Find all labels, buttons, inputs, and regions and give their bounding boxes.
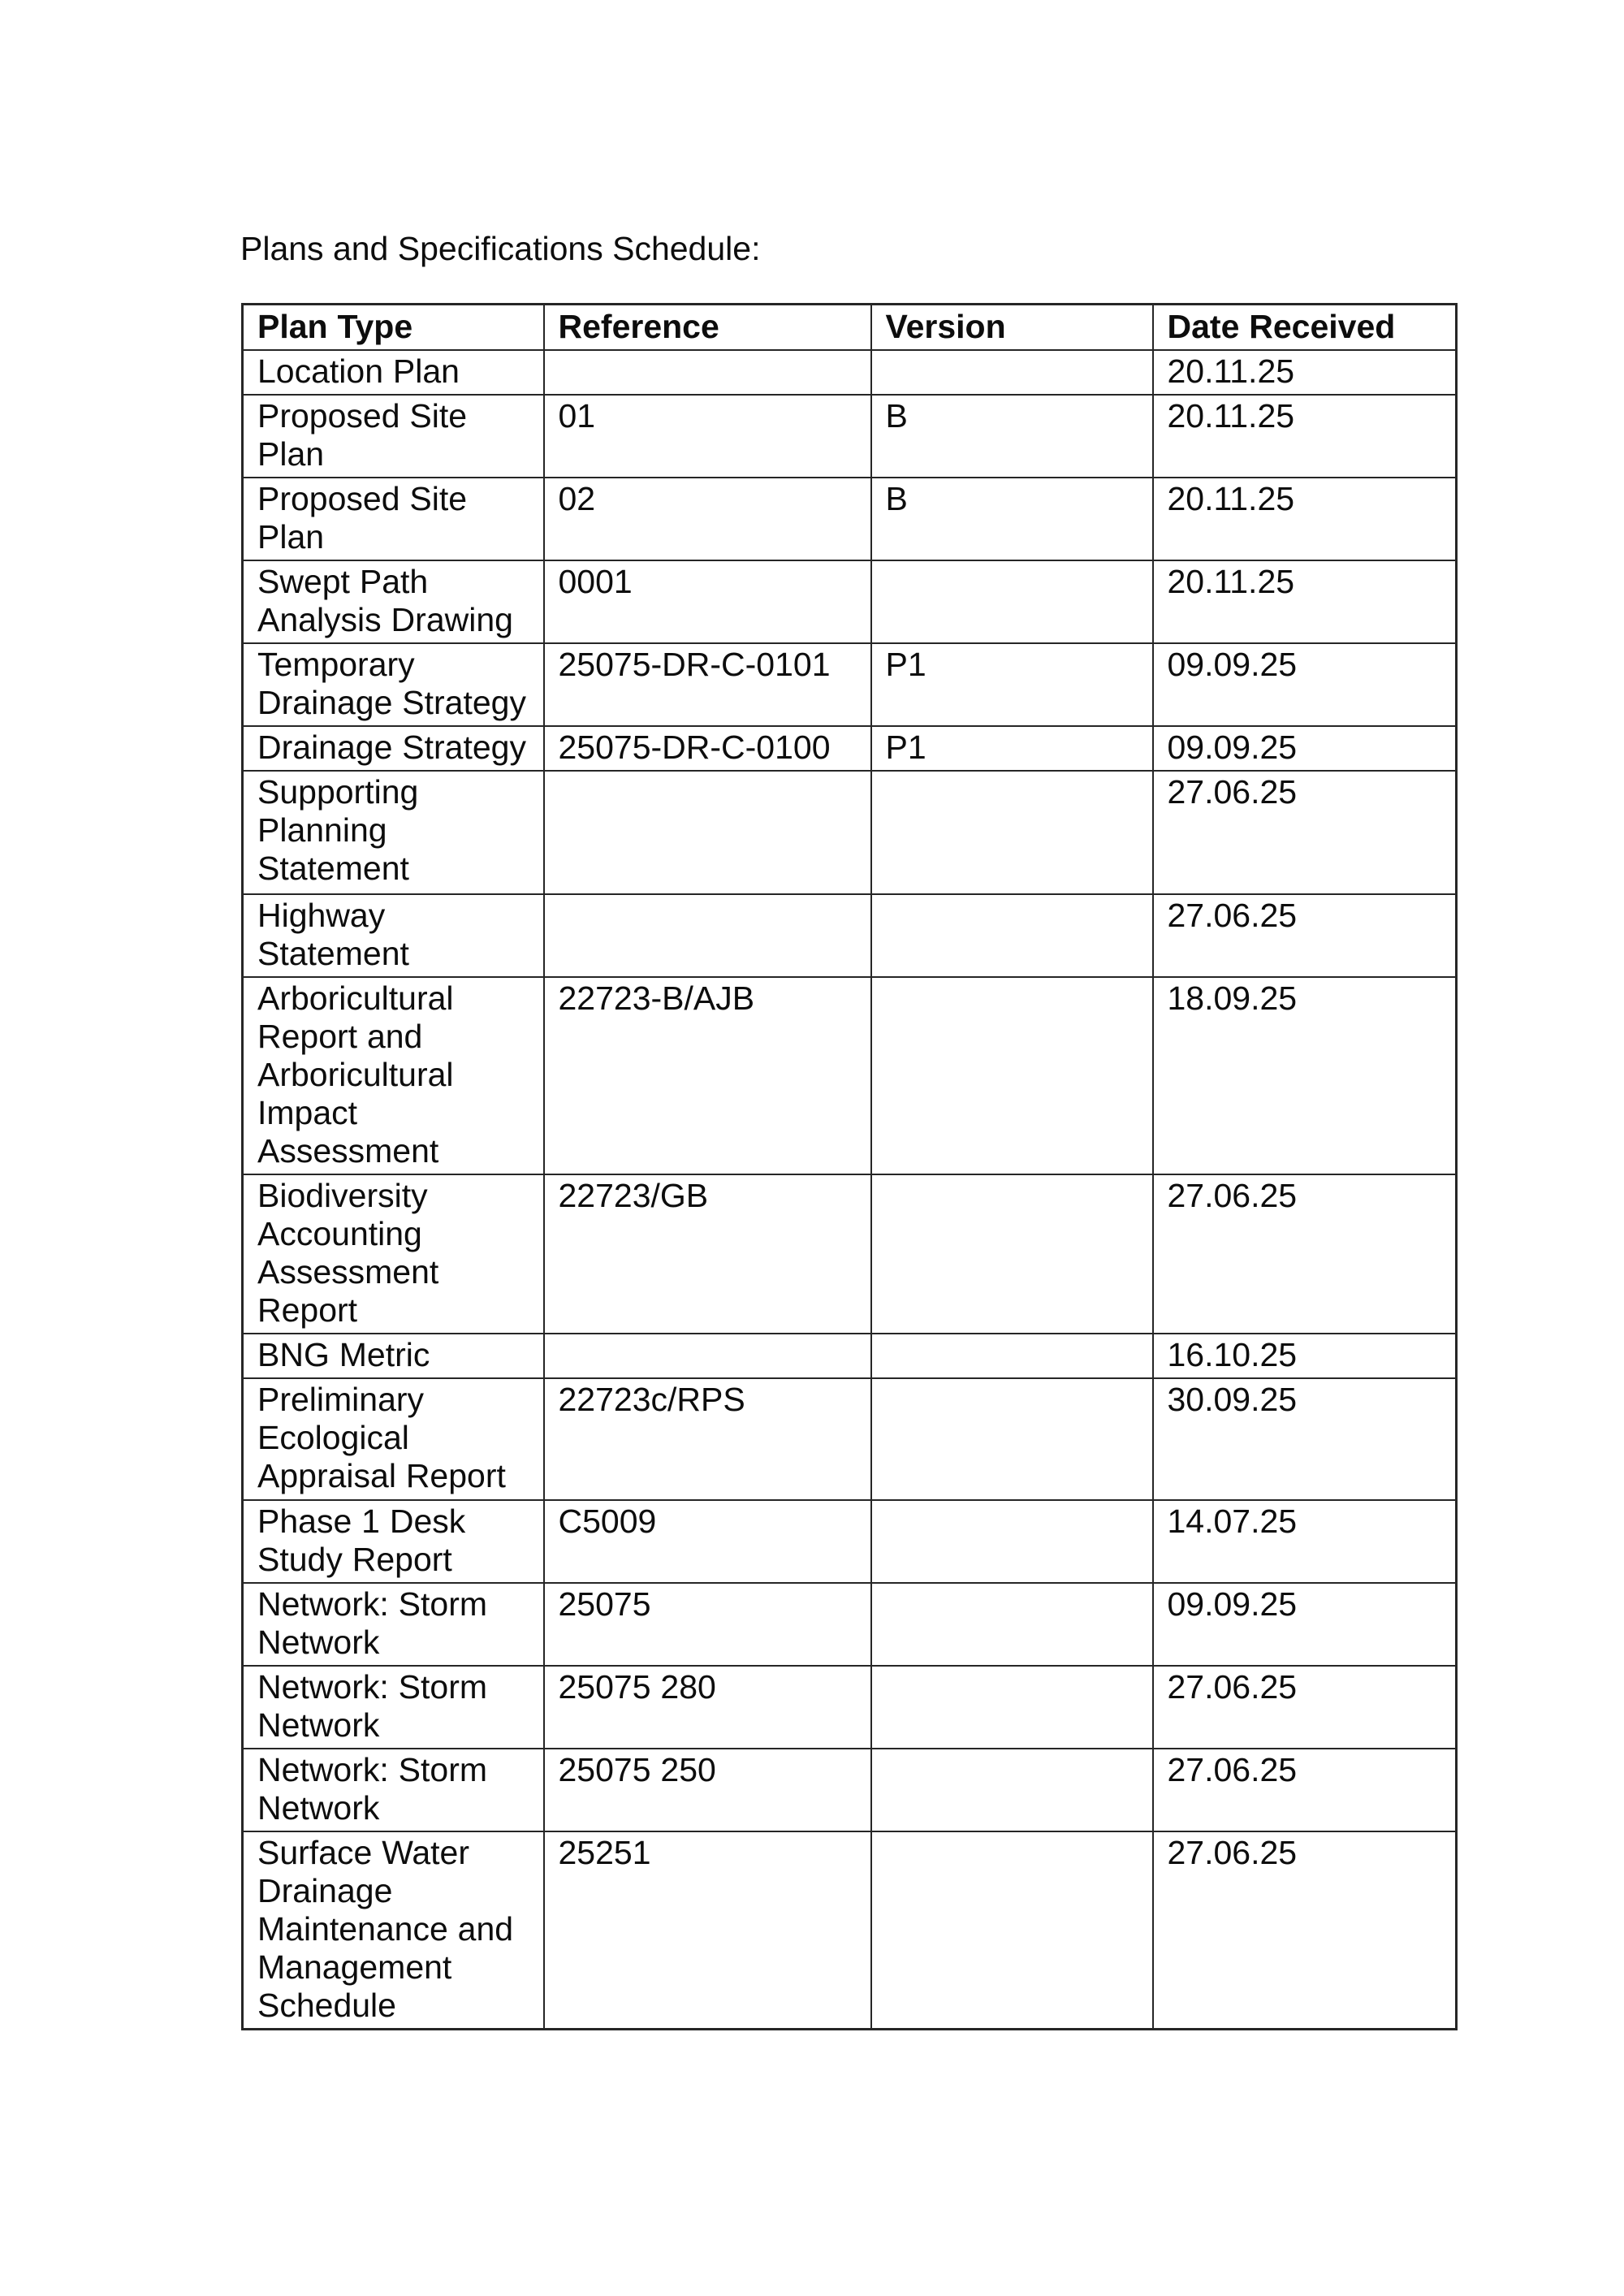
cell-reference: 25251 [544,1831,871,2030]
cell-version: B [871,478,1153,560]
cell-plan-type: Proposed Site Plan [243,395,544,478]
cell-version [871,1749,1153,1831]
cell-reference: 22723/GB [544,1174,871,1334]
cell-date-received: 20.11.25 [1153,478,1457,560]
cell-version [871,1378,1153,1500]
cell-date-received: 20.11.25 [1153,350,1457,395]
cell-reference [544,350,871,395]
cell-version [871,771,1153,894]
cell-version: P1 [871,643,1153,726]
cell-plan-type: Swept Path Analysis Drawing [243,560,544,643]
cell-reference: 25075-DR-C-0101 [544,643,871,726]
cell-reference: 01 [544,395,871,478]
cell-version [871,894,1153,977]
cell-date-received: 20.11.25 [1153,395,1457,478]
cell-reference: 25075 [544,1583,871,1666]
cell-version: P1 [871,726,1153,771]
page-title: Plans and Specifications Schedule: [240,230,761,267]
table-row [243,478,1457,560]
cell-date-received: 30.09.25 [1153,1378,1457,1500]
cell-plan-type: Drainage Strategy [243,726,544,771]
cell-plan-type: Location Plan [243,350,544,395]
cell-plan-type: Temporary Drainage Strategy [243,643,544,726]
cell-reference [544,894,871,977]
column-header-reference: Reference [544,305,871,351]
cell-reference: 22723-B/AJB [544,977,871,1174]
cell-plan-type: BNG Metric [243,1334,544,1378]
cell-reference: C5009 [544,1500,871,1583]
cell-plan-type: Phase 1 Desk Study Report [243,1500,544,1583]
cell-date-received: 20.11.25 [1153,560,1457,643]
cell-date-received: 27.06.25 [1153,1174,1457,1334]
cell-plan-type: Highway Statement [243,894,544,977]
table-row [243,395,1457,478]
column-header-version: Version [871,305,1153,351]
cell-plan-type: Biodiversity Accounting Assessment Report [243,1174,544,1334]
cell-date-received: 16.10.25 [1153,1334,1457,1378]
table-row [243,894,1457,977]
cell-plan-type: Preliminary Ecological Appraisal Report [243,1378,544,1500]
cell-reference: 0001 [544,560,871,643]
cell-date-received: 09.09.25 [1153,1583,1457,1666]
cell-reference [544,771,871,894]
table-row [243,350,1457,395]
table-row [243,771,1457,894]
cell-plan-type: Proposed Site Plan [243,478,544,560]
table-row [243,1378,1457,1500]
cell-plan-type: Arboricultural Report and Arboricultural Impact Assessment [243,977,544,1174]
cell-plan-type: Network: Storm Network [243,1666,544,1749]
cell-date-received: 09.09.25 [1153,643,1457,726]
cell-version [871,1500,1153,1583]
table-row [243,977,1457,1174]
table-row [243,1334,1457,1378]
column-header-plan-type: Plan Type [243,305,544,351]
cell-date-received: 27.06.25 [1153,1831,1457,2030]
table-row [243,726,1457,771]
cell-date-received: 14.07.25 [1153,1500,1457,1583]
column-header-date-received: Date Received [1153,305,1457,351]
table-row [243,1174,1457,1334]
cell-reference [544,1334,871,1378]
cell-version [871,1334,1153,1378]
cell-version [871,1666,1153,1749]
table-row [243,1831,1457,2030]
cell-version: B [871,395,1153,478]
table-row [243,1666,1457,1749]
cell-plan-type: Surface Water Drainage Maintenance and Management Schedule [243,1831,544,2030]
plans-schedule-table [241,303,1458,2030]
cell-date-received: 27.06.25 [1153,894,1457,977]
cell-reference: 25075-DR-C-0100 [544,726,871,771]
cell-date-received: 27.06.25 [1153,1666,1457,1749]
cell-version [871,1831,1153,2030]
cell-reference: 25075 280 [544,1666,871,1749]
cell-reference: 22723c/RPS [544,1378,871,1500]
cell-version [871,560,1153,643]
table-row [243,643,1457,726]
cell-plan-type: Supporting Planning Statement [243,771,544,894]
table-row [243,1583,1457,1666]
cell-plan-type: Network: Storm Network [243,1749,544,1831]
cell-version [871,1583,1153,1666]
cell-reference: 02 [544,478,871,560]
cell-reference: 25075 250 [544,1749,871,1831]
cell-date-received: 27.06.25 [1153,1749,1457,1831]
table-row [243,560,1457,643]
cell-version [871,1174,1153,1334]
cell-date-received: 27.06.25 [1153,771,1457,894]
table-row [243,1500,1457,1583]
table-header-row [243,305,1457,351]
cell-date-received: 18.09.25 [1153,977,1457,1174]
cell-version [871,977,1153,1174]
cell-version [871,350,1153,395]
table-row [243,1749,1457,1831]
cell-date-received: 09.09.25 [1153,726,1457,771]
cell-plan-type: Network: Storm Network [243,1583,544,1666]
